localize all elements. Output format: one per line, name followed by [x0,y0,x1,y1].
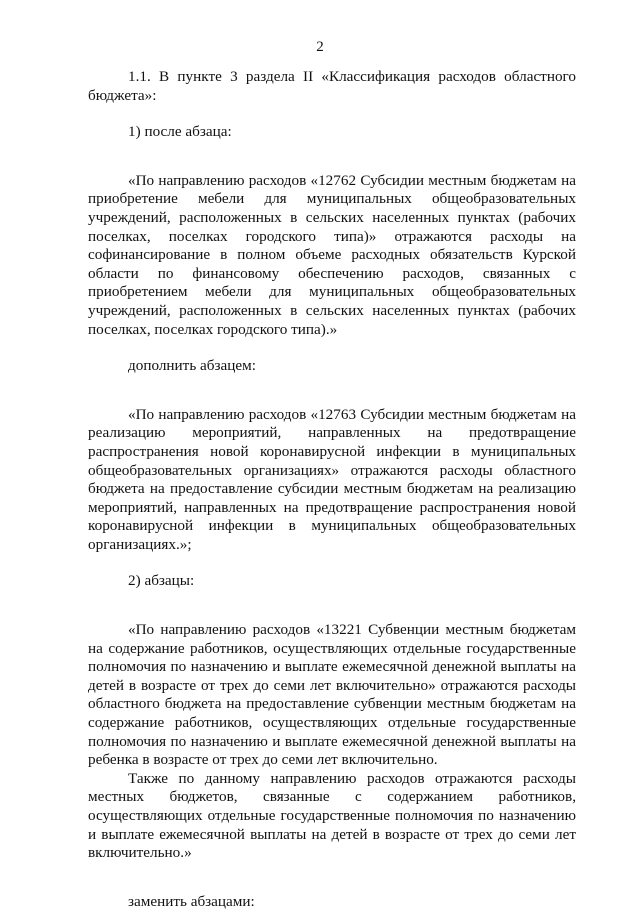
paragraph-replace: заменить абзацами: [128,892,255,910]
document-body [88,68,576,911]
paragraph-subitem-2-paragraphs: 2) абзацы: [128,572,195,590]
paragraph-item-1-1: 1.1. В пункте 3 раздела II «Классификация расходов областного бюджета»: [88,68,576,104]
paragraph-subitem-1-after: 1) после абзаца: [128,123,232,141]
paragraph-quote-12763: «По направлению расходов «12763 Субсидии местным бюджетам на реализацию мероприятий, направленных на предотвращение распространения новой коронавирусной инфекции в муниципальных общеобразовательных организациях» отражаются расходы областного бюджета на предоставление субсидии местным бюджетам на реализацию мероприятий, направленных на предотвращение распространения новой коронавирусной инфекции в муниципальных общеобразовательных организациях.»; [88,405,576,553]
paragraph-supplement: дополнить абзацем: [128,357,256,375]
page-number: 2 [316,39,324,55]
paragraph-quote-13221: «По направлению расходов «13221 Субвенции местным бюджетам на содержание работников, осуществляющих отдельные государственные полномочия по назначению и выплате ежемесячной денежной выплаты на детей в возрасте от трех до семи лет включительно» отражаются расходы областного бюджета на предоставление субвенции местным бюджетам на содержание работников, осуществляющих отдельные государственные полномочия по назначению и выплате ежемесячной денежной выплаты на ребенка в возрасте от трех до семи лет включительно. [88,621,576,769]
paragraph-quote-12762: «По направлению расходов «12762 Субсидии местным бюджетам на приобретение мебели для муниципальных общеобразовательных учреждений, расположенных в сельских населенных пунктах (рабочих поселках, поселках городского типа)» отражаются расходы на софинансирование в полном объеме расходных обязательств Курской области по финансовому обеспечению расходов, связанных с приобретением мебели для муниципальных общеобразовательных учреждений, расположенных в сельских населенных пунктах (рабочих поселках, поселках городского типа).» [88,171,576,338]
paragraph-also: Также по данному направлению расходов отражаются расходы местных бюджетов, связанные с содержанием работников, осуществляющих отдельные государственные полномочия по назначению и выплате ежемесячной выплаты на детей в возрасте от трех до семи лет включительно.» [88,769,576,862]
